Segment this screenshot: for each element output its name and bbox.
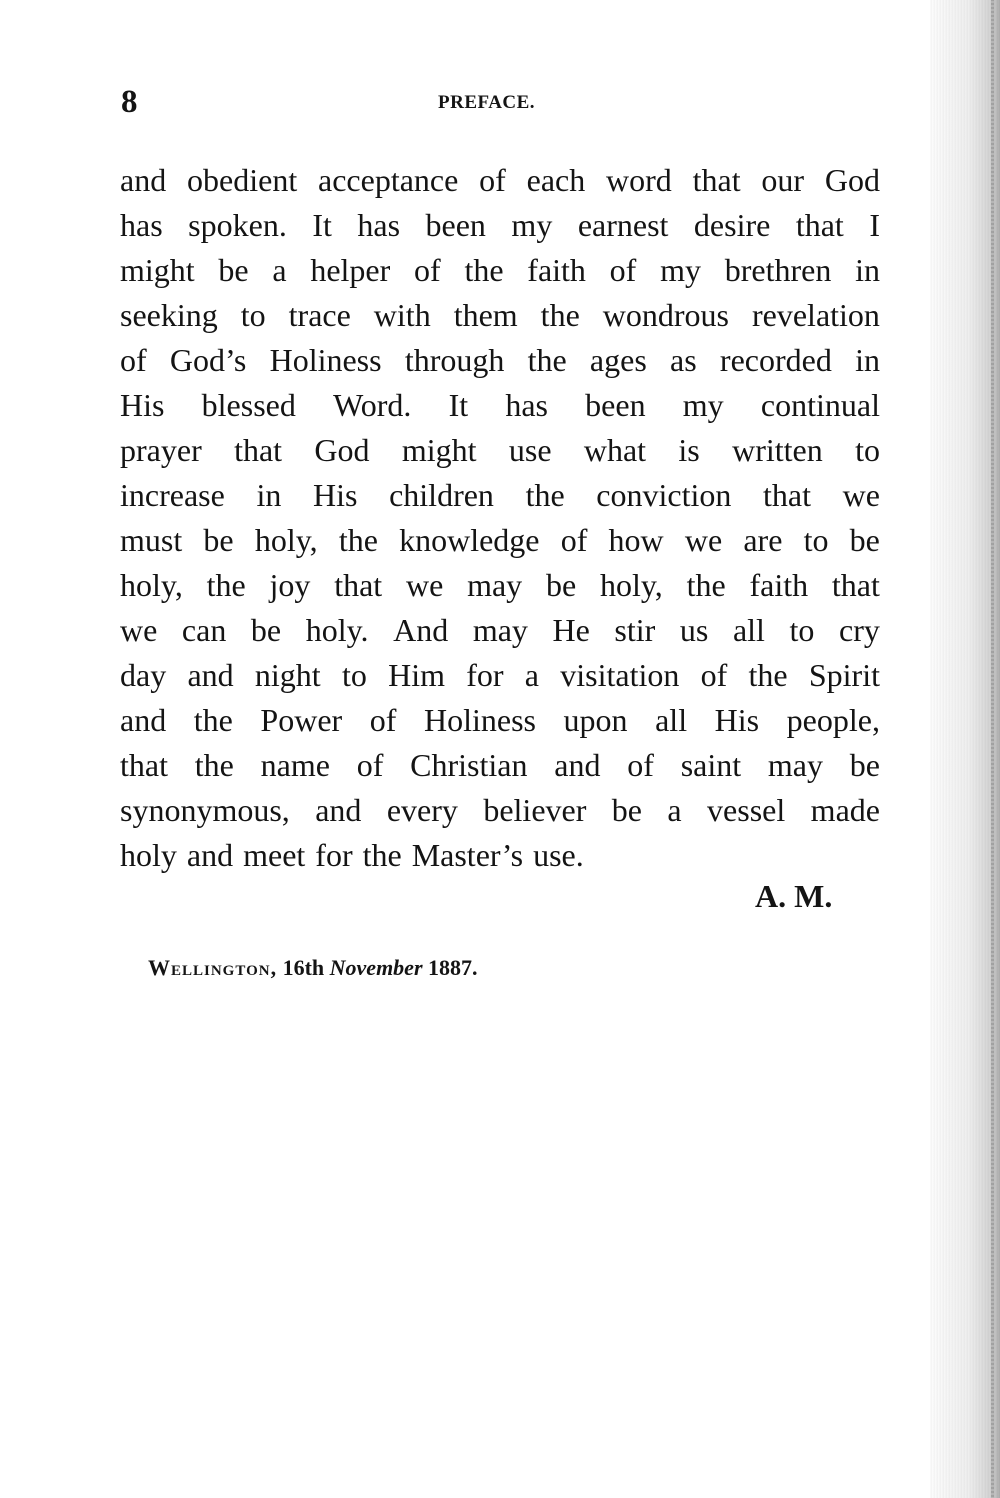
body-word: been bbox=[425, 207, 486, 243]
body-word: might bbox=[120, 252, 195, 288]
body-line bbox=[120, 158, 880, 203]
body-word: helper bbox=[310, 252, 391, 288]
body-word: a bbox=[272, 252, 287, 288]
body-word: be bbox=[849, 522, 880, 558]
body-word: upon bbox=[563, 702, 628, 738]
body-word: that bbox=[692, 162, 741, 198]
body-word: might bbox=[401, 432, 477, 468]
body-word: obedient bbox=[187, 162, 298, 198]
body-word: conviction bbox=[596, 477, 732, 513]
body-word: has bbox=[120, 207, 163, 243]
running-title: PREFACE. bbox=[438, 92, 536, 113]
body-word: the bbox=[194, 747, 234, 783]
body-word: increase bbox=[120, 477, 225, 513]
body-word: a bbox=[524, 657, 539, 693]
body-word: of bbox=[120, 342, 147, 378]
body-line bbox=[120, 338, 880, 383]
body-word: are bbox=[743, 522, 783, 558]
body-line bbox=[120, 518, 880, 563]
body-word: the bbox=[193, 702, 233, 738]
body-line: holy and meet for the Master’s use. bbox=[120, 837, 584, 873]
body-word: Holiness bbox=[269, 342, 382, 378]
body-word: to bbox=[240, 297, 266, 333]
body-word: and bbox=[120, 162, 167, 198]
body-word: I bbox=[869, 207, 880, 243]
body-word: is bbox=[678, 432, 700, 468]
body-word: the bbox=[527, 342, 567, 378]
body-word: may bbox=[767, 747, 823, 783]
dateline-place: Wellington, bbox=[148, 955, 278, 980]
body-word: of bbox=[479, 162, 506, 198]
body-word: ages bbox=[589, 342, 647, 378]
body-word: holy, bbox=[120, 567, 183, 603]
body-word: must bbox=[120, 522, 183, 558]
body-word: may bbox=[472, 612, 528, 648]
body-word: how bbox=[608, 522, 664, 558]
body-word: faith bbox=[527, 252, 586, 288]
body-word: saint bbox=[680, 747, 742, 783]
body-line bbox=[120, 473, 880, 518]
body-word: a bbox=[667, 792, 682, 828]
body-word: God’s bbox=[169, 342, 247, 378]
page-edge-shadow bbox=[930, 0, 1000, 1498]
body-word: Holiness bbox=[423, 702, 536, 738]
page-number: 8 bbox=[121, 84, 138, 120]
body-word: that bbox=[234, 432, 283, 468]
body-word: that bbox=[334, 567, 383, 603]
body-word: that bbox=[831, 567, 880, 603]
body-word: His bbox=[312, 477, 358, 513]
body-word: stir bbox=[614, 612, 656, 648]
body-line bbox=[120, 743, 880, 788]
body-line bbox=[120, 653, 880, 698]
body-word: Power bbox=[260, 702, 343, 738]
body-word: God bbox=[824, 162, 880, 198]
body-word: has bbox=[505, 387, 548, 423]
body-word: His bbox=[120, 387, 165, 423]
body-word: in bbox=[855, 342, 880, 378]
body-word: my bbox=[660, 252, 701, 288]
body-word: visitation bbox=[560, 657, 680, 693]
body-word: the bbox=[686, 567, 726, 603]
body-word: be bbox=[203, 522, 234, 558]
body-word: spoken. bbox=[188, 207, 287, 243]
body-word: It bbox=[448, 387, 469, 423]
body-word: all bbox=[732, 612, 765, 648]
body-word: may bbox=[467, 567, 523, 603]
body-word: be bbox=[611, 792, 642, 828]
body-word: made bbox=[810, 792, 880, 828]
body-word: believer bbox=[483, 792, 587, 828]
body-word: all bbox=[655, 702, 688, 738]
body-word: of bbox=[627, 747, 654, 783]
body-word: of bbox=[560, 522, 588, 558]
body-word: of bbox=[369, 702, 397, 738]
body-word: holy, bbox=[254, 522, 318, 558]
body-line bbox=[120, 248, 880, 293]
body-word: prayer bbox=[120, 432, 202, 468]
body-word: of bbox=[414, 252, 441, 288]
body-word: my bbox=[511, 207, 553, 243]
body-word: of bbox=[356, 747, 384, 783]
preface-body bbox=[120, 158, 880, 878]
body-word: to bbox=[855, 432, 880, 468]
body-word: be bbox=[218, 252, 249, 288]
body-word: the bbox=[206, 567, 246, 603]
author-signature: A. M. bbox=[755, 878, 833, 914]
body-word: that bbox=[795, 207, 844, 243]
body-line bbox=[120, 383, 880, 428]
body-word: of bbox=[700, 657, 728, 693]
body-word: our bbox=[761, 162, 805, 198]
body-word: And bbox=[393, 612, 449, 648]
body-word: us bbox=[679, 612, 709, 648]
body-word: recorded bbox=[719, 342, 832, 378]
body-word: we bbox=[120, 612, 158, 648]
body-word: for bbox=[466, 657, 504, 693]
body-word: of bbox=[609, 252, 637, 288]
body-word: with bbox=[373, 297, 431, 333]
body-word: and bbox=[554, 747, 601, 783]
body-word: use bbox=[508, 432, 552, 468]
body-word: that bbox=[763, 477, 811, 513]
body-word: acceptance bbox=[318, 162, 459, 198]
body-word: faith bbox=[749, 567, 809, 603]
body-word: through bbox=[404, 342, 505, 378]
body-word: desire bbox=[693, 207, 771, 243]
body-word: the bbox=[540, 297, 580, 333]
body-word: children bbox=[389, 477, 494, 513]
body-word: to bbox=[341, 657, 367, 693]
body-word: brethren bbox=[724, 252, 832, 288]
body-word: He bbox=[552, 612, 590, 648]
body-word: the bbox=[748, 657, 788, 693]
body-word: we bbox=[405, 567, 444, 603]
body-word: Christian bbox=[410, 747, 528, 783]
body-word: His bbox=[714, 702, 760, 738]
body-word: the bbox=[338, 522, 378, 558]
dateline-year: 1887. bbox=[428, 955, 478, 980]
body-word: each bbox=[526, 162, 586, 198]
body-word: my bbox=[682, 387, 724, 423]
body-word: and bbox=[120, 702, 167, 738]
body-line bbox=[120, 788, 880, 833]
body-word: be bbox=[849, 747, 880, 783]
body-word: we bbox=[842, 477, 880, 513]
body-line bbox=[120, 608, 880, 653]
body-word: earnest bbox=[577, 207, 669, 243]
body-word: vessel bbox=[707, 792, 786, 828]
body-line bbox=[120, 698, 880, 743]
body-word: to bbox=[803, 522, 829, 558]
body-word: has bbox=[357, 207, 401, 243]
body-word: that bbox=[120, 747, 168, 783]
dateline-day: 16th bbox=[282, 955, 325, 980]
body-word: every bbox=[386, 792, 458, 828]
body-word: word bbox=[606, 162, 672, 198]
body-word: and bbox=[315, 792, 362, 828]
body-word: day bbox=[120, 657, 167, 693]
body-word: Word. bbox=[333, 387, 412, 423]
body-word: continual bbox=[760, 387, 880, 423]
body-word: written bbox=[732, 432, 823, 468]
body-word: God bbox=[314, 432, 370, 468]
dateline-month: November bbox=[329, 955, 423, 980]
body-line bbox=[120, 428, 880, 473]
body-word: synonymous, bbox=[120, 792, 290, 828]
body-word: Him bbox=[388, 657, 445, 693]
body-word: been bbox=[585, 387, 646, 423]
body-line bbox=[120, 293, 880, 338]
dateline bbox=[148, 955, 478, 981]
body-word: we bbox=[684, 522, 723, 558]
body-line bbox=[120, 203, 880, 248]
body-word: can bbox=[181, 612, 227, 648]
body-line bbox=[120, 563, 880, 608]
body-word: holy. bbox=[305, 612, 369, 648]
body-word: in bbox=[855, 252, 880, 288]
body-word: to bbox=[789, 612, 815, 648]
page-edge-line bbox=[991, 0, 994, 1498]
body-word: holy, bbox=[599, 567, 663, 603]
body-word: wondrous bbox=[602, 297, 729, 333]
body-word: seeking bbox=[120, 297, 218, 333]
body-word: cry bbox=[839, 612, 880, 648]
body-word: blessed bbox=[201, 387, 296, 423]
body-word: It bbox=[312, 207, 332, 243]
body-word: be bbox=[250, 612, 282, 648]
body-word: trace bbox=[288, 297, 351, 333]
body-word: what bbox=[583, 432, 647, 468]
body-word: the bbox=[525, 477, 565, 513]
body-word: people, bbox=[786, 702, 880, 738]
body-word: as bbox=[670, 342, 697, 378]
body-word: in bbox=[256, 477, 282, 513]
body-word: name bbox=[260, 747, 330, 783]
body-word: night bbox=[254, 657, 321, 693]
body-word: revelation bbox=[751, 297, 880, 333]
body-word: be bbox=[545, 567, 577, 603]
body-word: knowledge bbox=[399, 522, 540, 558]
body-word: them bbox=[453, 297, 518, 333]
body-word: joy bbox=[269, 567, 311, 603]
body-word: the bbox=[464, 252, 504, 288]
body-word: Spirit bbox=[808, 657, 880, 693]
body-word: and bbox=[187, 657, 234, 693]
